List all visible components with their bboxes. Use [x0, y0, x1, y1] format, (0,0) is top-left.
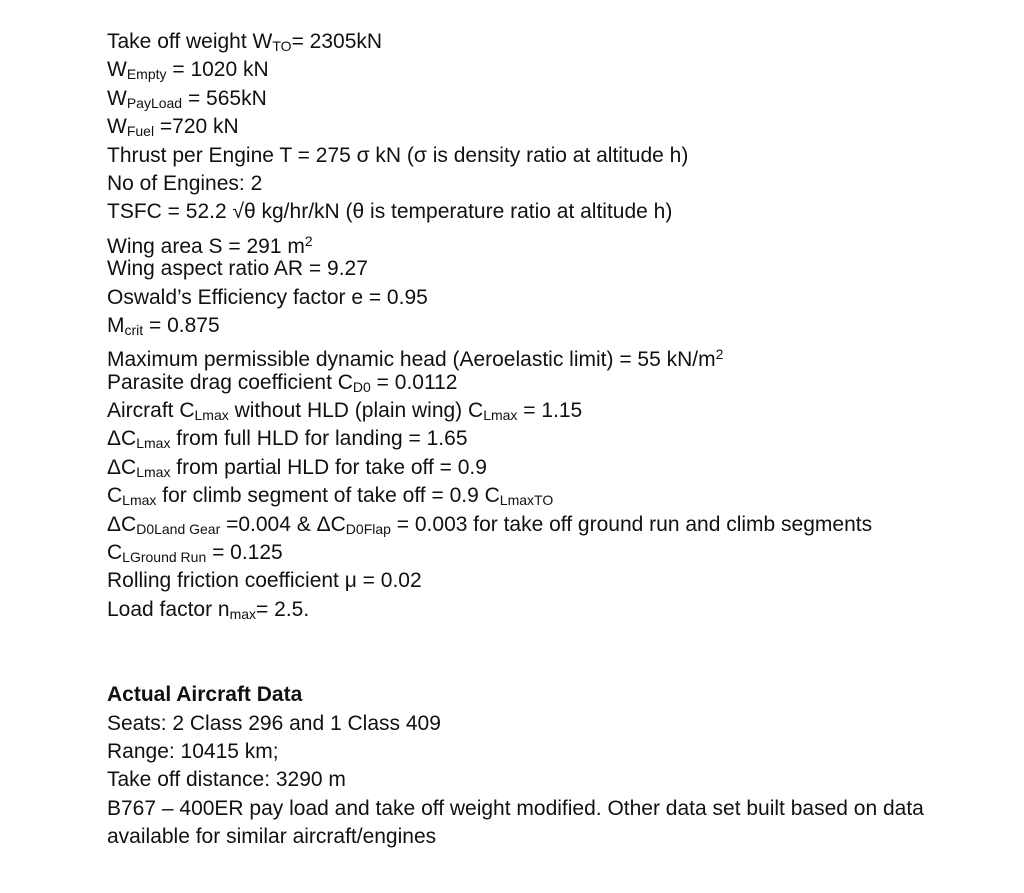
- spec-clmax-plain-wing: Aircraft $C_{Lmax}$ without HLD (plain wing) $C_{Lmax} = 1.15$: [107, 399, 583, 424]
- spec-parasite-drag: Parasite drag coefficient $C_{D0} = 0.0112$: [107, 370, 458, 395]
- actual-takeoff-distance: Take off distance: 3290 m: [107, 768, 346, 792]
- spec-empty-weight: $W_{Empty} = 1020$ kN: [107, 58, 269, 83]
- spec-delta-clmax-takeoff: $\Delta C_{Lmax}$ from partial HLD for take off = 0.9: [107, 455, 487, 480]
- spec-aspect-ratio: Wing aspect ratio AR = 9.27: [107, 257, 368, 281]
- actual-note: B767 – 400ER pay load and take off weight modified. Other data set built based on data available for similar aircraft/engines: [107, 796, 924, 849]
- spec-critical-mach: $M_{crit} = 0.875$: [107, 313, 220, 338]
- spec-fuel-weight: $W_{Fuel} =720$ kN: [107, 115, 239, 140]
- spec-oswald-efficiency: Oswald’s Efficiency factor e = 0.95: [107, 285, 428, 309]
- section-spacer: [107, 624, 987, 681]
- document-body: [107, 28, 987, 852]
- spec-thrust-per-engine: Thrust per Engine T = 275 σ kN (σ is density ratio at altitude h): [107, 143, 689, 167]
- spec-rolling-friction: Rolling friction coefficient μ = 0.02: [107, 569, 422, 593]
- spec-delta-clmax-landing: $\Delta C_{Lmax}$ from full HLD for landing = 1.65: [107, 427, 468, 452]
- spec-clmax-climb-segment: $C_{Lmax}$ for climb segment of take off = 0.9 $C_{LmaxTO}$: [107, 484, 554, 509]
- spec-takeoff-weight: Take off weight $W_{TO}= 2305kN$: [107, 30, 383, 55]
- spec-dynamic-head-limit: Maximum permissible dynamic head (Aeroelastic limit) = 55 $kN/m^2$: [107, 346, 724, 372]
- actual-range: Range: 10415 km;: [107, 739, 279, 763]
- section-heading: Actual Aircraft Data: [107, 683, 303, 707]
- spec-wing-area: Wing area S = 291 $m^2$: [107, 232, 313, 258]
- specification-list: [107, 28, 987, 624]
- spec-payload-weight: $W_{PayLoad} = 565kN$: [107, 86, 267, 111]
- spec-delta-cd0-gear-flap: $\Delta C_{D0Land Gear} =0.004$ & $\Delta C_{D0Flap} = 0.003$ for take off ground run and climb segments: [107, 512, 873, 537]
- spec-cl-ground-run: $C_{LGround Run} = 0.125$: [107, 541, 283, 566]
- spec-number-of-engines: No of Engines: 2: [107, 171, 263, 195]
- spec-load-factor: Load factor $n_{max}= 2.5$.: [107, 597, 310, 622]
- actual-seats: Seats: 2 Class 296 and 1 Class 409: [107, 711, 441, 735]
- spec-tsfc: TSFC = 52.2 √θ kg/hr/kN (θ is temperature ratio at altitude h): [107, 200, 673, 224]
- actual-aircraft-section: [107, 681, 987, 851]
